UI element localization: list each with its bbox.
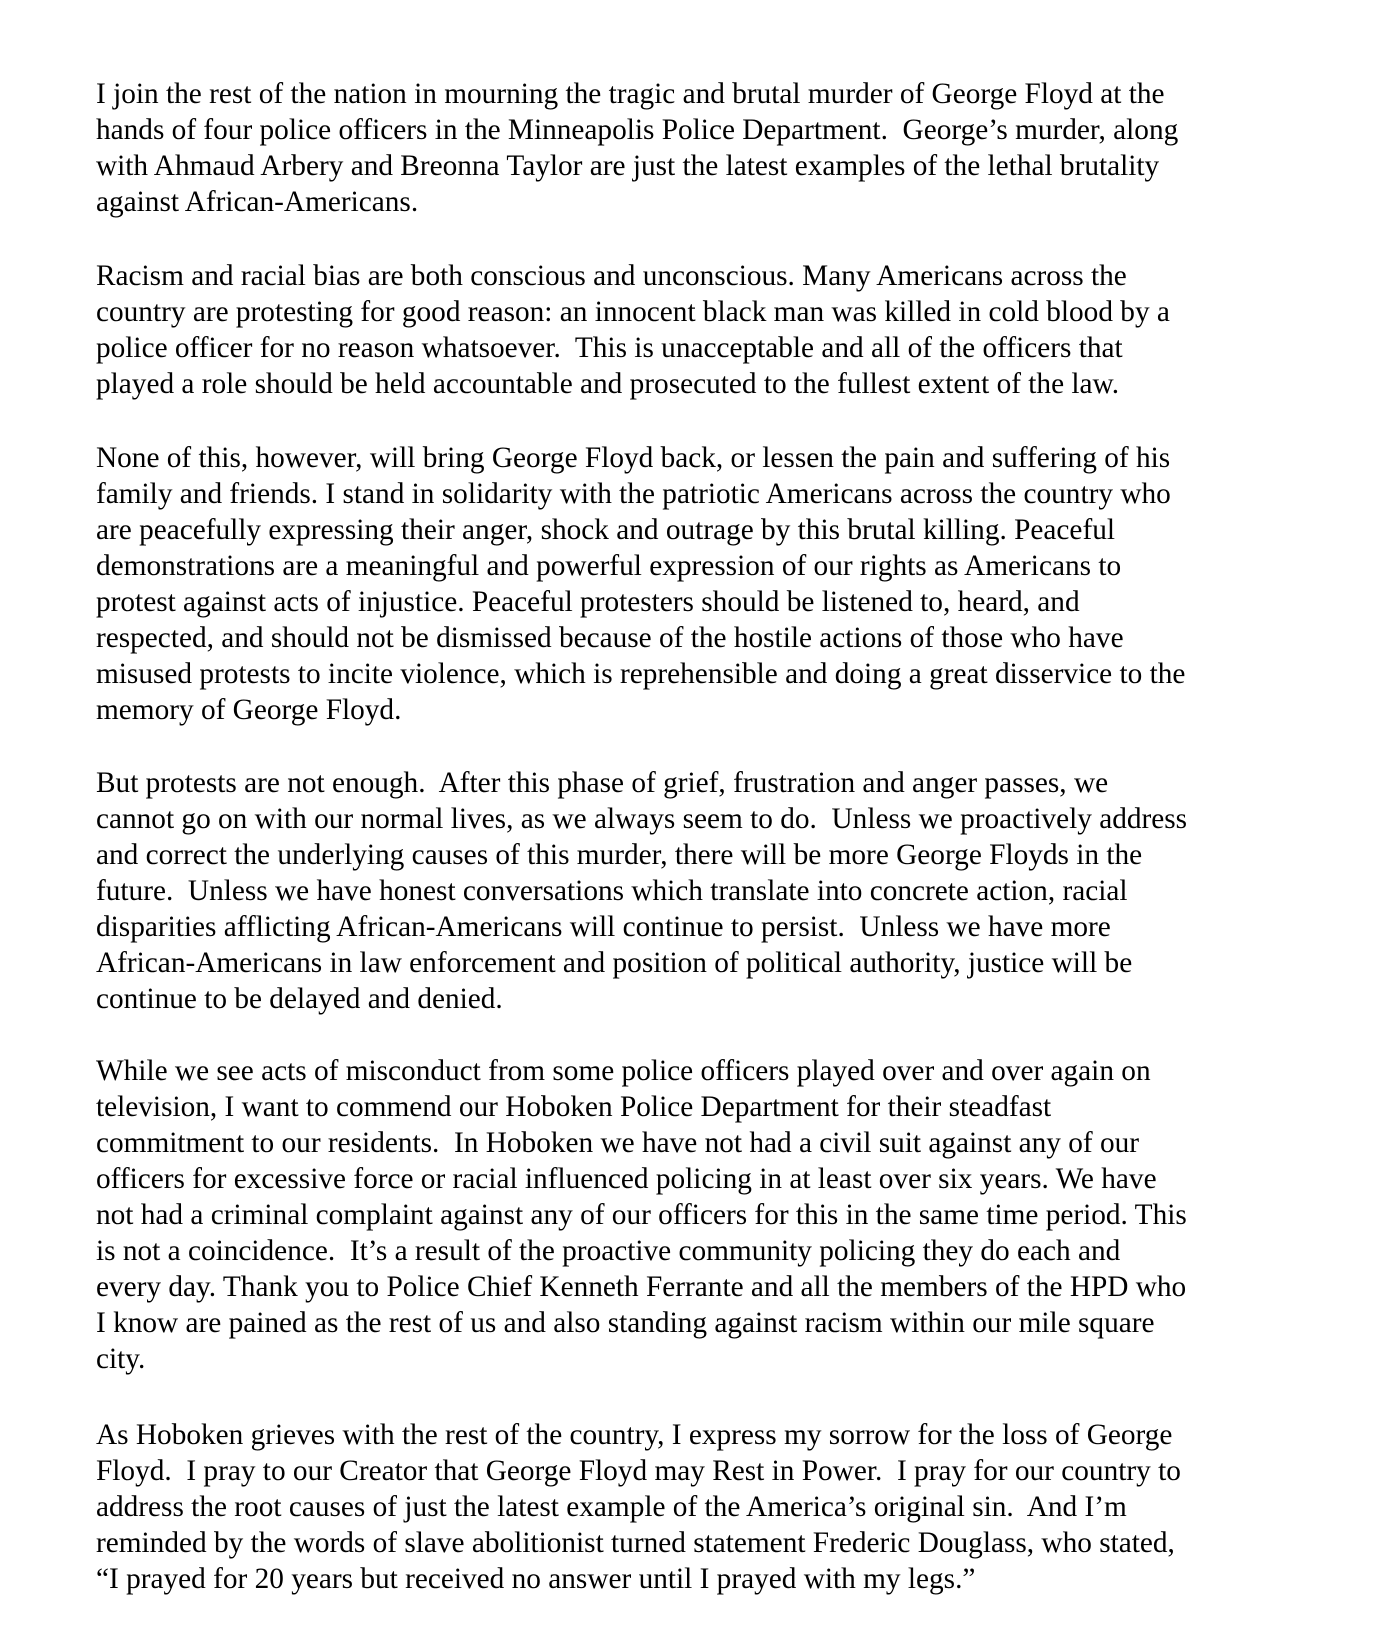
paragraph-solidarity: None of this, however, will bring George Floyd back, or lessen the pain and suffering of his family and friends. I stand in solidarity with the patriotic Americans across the country who are peacefully expressing their anger, shock and outrage by this brutal killing. Peaceful demonstrations are a meaningful and powerful expression of our rights as Americans to protest against acts of injustice. Peaceful protesters should be listened to, heard, and respected, and should not be dismissed because of the hostile actions of those who have misused protests to incite violence, which is reprehensible and doing a great disservice to the memory of George Floyd. (96, 442, 1186, 726)
paragraph-closing: As Hoboken grieves with the rest of the country, I express my sorrow for the loss of George Floyd. I pray to our Creator that George Floyd may Rest in Power. I pray for our country to address the root causes of just the latest example of the America’s original sin. And I’m reminded by the words of slave abolitionist turned statement Frederic Douglass, who stated, “I prayed for 20 years but received no answer until I prayed with my legs.” (96, 1419, 1181, 1595)
paragraph-mourning: I join the rest of the nation in mourning the tragic and brutal murder of George Floyd at the hands of four police officers in the Minneapolis Police Department. George’s murder, along with Ahmaud Arbery and Breonna Taylor are just the latest examples of the lethal brutality against African-Americans. (96, 78, 1179, 218)
paragraph-protests: But protests are not enough. After this phase of grief, frustration and anger passes, we cannot go on with our normal lives, as we always seem to do. Unless we proactively address and correct the underlying causes of this murder, there will be more George Floyds in the future. Unless we have honest conversations which translate into concrete action, racial disparities afflicting African-Americans will continue to persist. Unless we have more African-Americans in law enforcement and position of political authority, justice will be continue to be delayed and denied. (96, 767, 1188, 1015)
paragraph-hoboken-police: While we see acts of misconduct from some police officers played over and over again on television, I want to commend our Hoboken Police Department for their steadfast commitment to our residents. In Hoboken we have not had a civil suit against any of our officers for excessive force or racial influenced policing in at least over six years. We have not had a criminal complaint against any of our officers for this in the same time period. This is not a coincidence. It’s a result of the proactive community policing they do each and every day. Thank you to Police Chief Kenneth Ferrante and all the members of the HPD who I know are pained as the rest of us and also standing against racism within our mile square city. (96, 1055, 1187, 1375)
paragraph-racism: Racism and racial bias are both conscious and unconscious. Many Americans across the country are protesting for good reason: an innocent black man was killed in cold blood by a police officer for no reason whatsoever. This is unacceptable and all of the officers that played a role should be held accountable and prosecuted to the fullest extent of the law. (96, 260, 1170, 400)
